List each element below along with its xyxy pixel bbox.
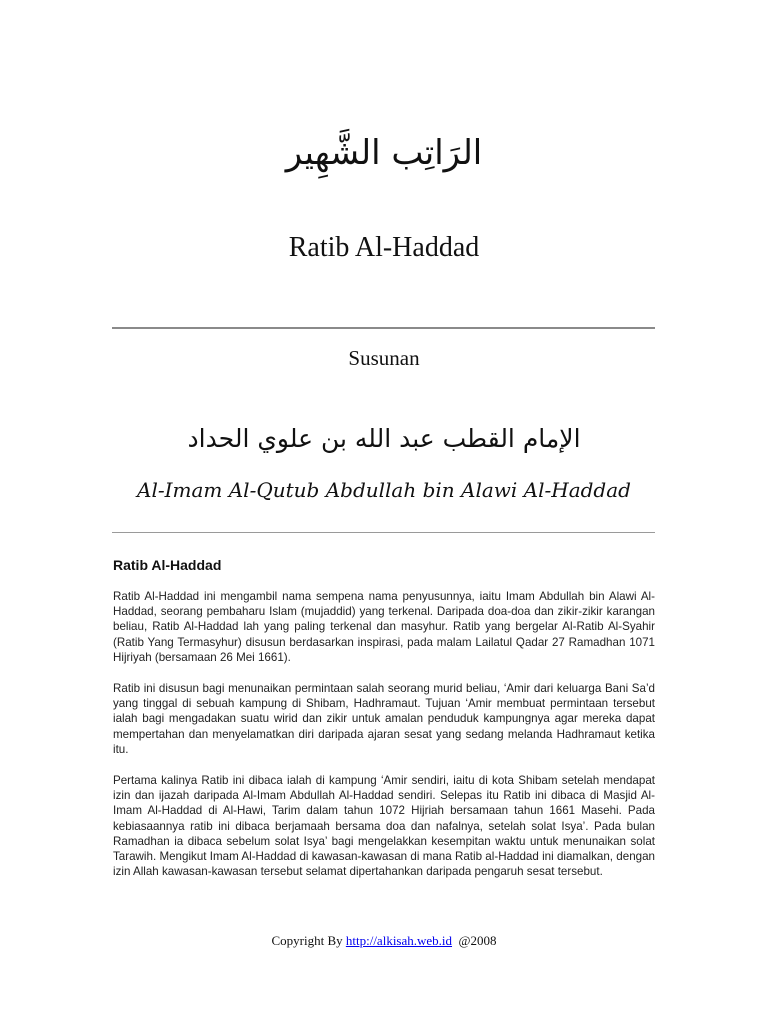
section-heading: Ratib Al-Haddad	[113, 557, 222, 573]
copyright-footer	[0, 932, 768, 950]
website-link[interactable]: http://alkisah.web.id	[345, 933, 453, 948]
paragraph: Pertama kalinya Ratib ini dibaca ialah di kampung ‘Amir sendiri, iaitu di kota Shibam setelah mendapat izin dan ijazah daripada Al-Imam Abdullah Al-Haddad sendiri. Selepas itu Ratib ini dibaca di Masjid Al-Imam Al-Haddad di Al-Hawi, Tarim dalam tahun 1072 Hijriah bersamaan tahun 1661 Masehi. Pada kebiasaannya ratib ini dibaca berjamaah bersama doa dan nafalnya, setelah solat Isya’. Pada bulan Ramadhan ia dibaca sebelum solat Isya’ bagi mengelakkan kesempitan waktu untuk menunaikan solat Tarawih. Mengikut Imam Al-Haddad di kawasan-kawasan di mana Ratib al-Haddad ini diamalkan, dengan izin Allah kawasan-kawasan tersebut selamat dipertahankan daripada pengaruh sesat tersebut.	[113, 774, 655, 879]
compiled-by-label: Susunan	[348, 346, 420, 370]
article-body	[113, 556, 655, 895]
copyright-year: @2008	[458, 933, 497, 948]
arabic-title: الرَاتِب الشَّهِير	[285, 133, 483, 173]
page-title: Ratib Al-Haddad	[288, 232, 480, 263]
title-divider	[112, 327, 655, 329]
paragraph: Ratib ini disusun bagi menunaikan permintaan salah seorang murid beliau, ‘Amir dari keluarga Bani Sa’d yang tinggal di sebuah kampung di Shibam, Hadhramaut. Tujuan ‘Amir membuat permintaan tersebut ialah bagi mengadakan suatu wirid dan zikir untuk amalan penduduk kampungnya agar mereka dapat mempertahan dan menyelamatkan diri daripada ajaran sesat yang sedang melanda Hadhramaut ketika itu.	[113, 682, 655, 756]
author-divider	[112, 532, 655, 533]
author-name-latin: Al-Imam Al-Qutub Abdullah bin Alawi Al-Haddad	[137, 478, 631, 502]
copyright-prefix: Copyright By	[271, 933, 343, 948]
author-name-arabic: الإمام القطب عبد الله بن علوي الحداد	[187, 424, 581, 453]
paragraph: Ratib Al-Haddad ini mengambil nama sempena nama penyusunnya, iaitu Imam Abdullah bin Alawi Al-Haddad, seorang pembaharu Islam (mujaddid) yang terkenal. Daripada doa-doa dan zikir-zikir karangan beliau, Ratib Al-Haddad lah yang paling terkenal dan masyhur. Ratib yang bergelar Al-Ratib Al-Syahir (Ratib Yang Termasyhur) disusun berdasarkan inspirasi, pada malam Lailatul Qadar 27 Ramadhan 1071 Hijriyah (bersamaan 26 Mei 1661).	[113, 590, 655, 664]
